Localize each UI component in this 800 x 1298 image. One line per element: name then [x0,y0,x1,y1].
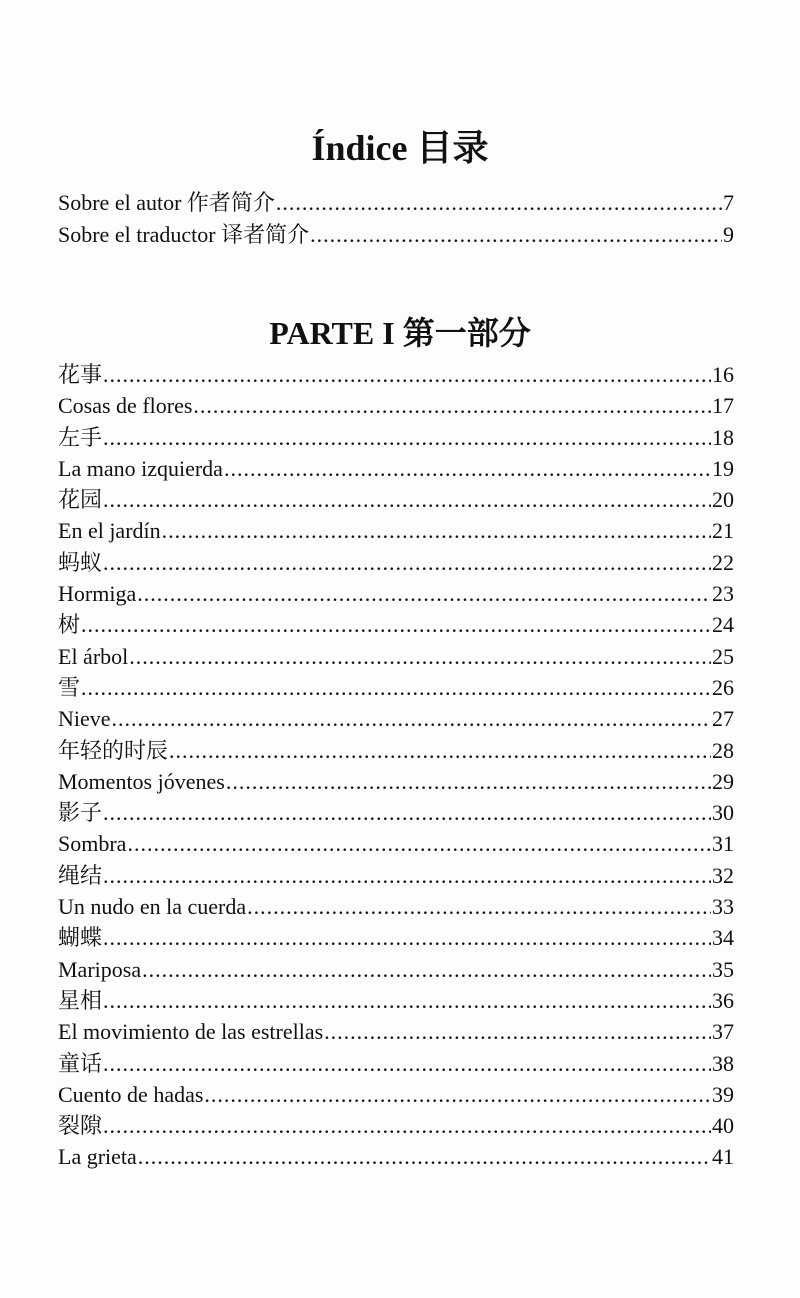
dot-leader [193,390,711,421]
toc-entry[interactable] [58,1048,734,1079]
toc-entry-title: 星相 [58,987,103,1013]
toc-entry-page: 22 [712,549,734,575]
toc-entry[interactable] [58,922,734,953]
dot-leader [103,985,711,1016]
toc-entry-title: 绳结 [58,862,103,888]
toc-entry[interactable] [58,219,734,251]
toc-entry-page: 40 [712,1113,734,1139]
toc-entry-page: 20 [712,487,734,513]
toc-entry[interactable] [58,609,734,640]
dot-leader [162,515,711,546]
dot-leader [204,1079,711,1110]
dot-leader [81,672,711,703]
dot-leader [103,797,711,828]
toc-entry-page: 36 [712,987,734,1013]
toc-entry-page: 30 [712,800,734,826]
toc-entry-title: 花事 [58,362,103,387]
toc-entry-page: 35 [712,956,734,982]
front-matter-list [58,187,734,251]
dot-leader [324,1016,711,1047]
toc-entry-page: 28 [712,737,734,763]
toc-entry[interactable] [58,1141,734,1172]
toc-entry-title: 树 [58,612,81,638]
toc-entry[interactable] [58,985,734,1016]
toc-entry-title: 花园 [58,487,103,513]
toc-entry-page: 26 [712,674,734,700]
toc-entry-page: 37 [712,1019,734,1045]
toc-entry[interactable] [58,828,734,859]
toc-entry[interactable] [58,766,734,797]
toc-entry-title: La grieta [58,1144,137,1170]
toc-entry[interactable] [58,515,734,546]
toc-entry-page: 25 [712,643,734,669]
toc-entry-title: 童话 [58,1050,103,1076]
toc-entry-title: 年轻的时辰 [58,737,169,763]
toc-entry-title: Nieve [58,706,111,732]
toc-entry-title: El árbol [58,643,129,669]
toc-entry-page: 27 [712,706,734,732]
dot-leader [276,187,722,219]
dot-leader [103,359,711,390]
toc-entry-page: 29 [712,768,734,794]
toc-entry-title: Un nudo en la cuerda [58,894,247,920]
dot-leader [142,954,711,985]
toc-entry-page: 34 [712,925,734,951]
toc-entry-page: 23 [712,581,734,607]
dot-leader [103,1110,711,1141]
toc-entry-title: La mano izquierda [58,455,223,481]
toc-entry-title: Sobre el traductor 译者简介 [58,222,310,247]
toc-entry[interactable] [58,422,734,453]
dot-leader [103,1048,711,1079]
toc-entry-page: 38 [712,1050,734,1076]
toc-entry-title: En el jardín [58,518,161,544]
toc-entry[interactable] [58,954,734,985]
toc-entry[interactable] [58,1110,734,1141]
toc-entry[interactable] [58,578,734,609]
toc-entry-page: 17 [712,393,734,419]
toc-entry-title: El movimiento de las estrellas [58,1019,324,1045]
toc-entry-title: Mariposa [58,956,142,982]
toc-entry-page: 33 [712,894,734,920]
dot-leader [81,609,711,640]
toc-entry-title: 左手 [58,424,103,450]
dot-leader [103,860,711,891]
dot-leader [112,703,711,734]
toc-entry-title: Sombra [58,831,127,857]
toc-entry[interactable] [58,453,734,484]
toc-entry-title: 蚂蚁 [58,549,103,575]
toc-entry-page: 21 [712,518,734,544]
toc-entry[interactable] [58,1016,734,1047]
toc-entry-page: 9 [723,222,734,247]
dot-leader [224,453,711,484]
toc-entry-title: Momentos jóvenes [58,768,225,794]
toc-entry-title: Sobre el autor 作者简介 [58,190,275,215]
toc-entry[interactable] [58,797,734,828]
dot-leader [129,641,711,672]
toc-entry[interactable] [58,547,734,578]
toc-entry-title: 裂隙 [58,1113,103,1139]
section-heading: PARTE I 第一部分 [269,314,531,351]
toc-entry-page: 18 [712,424,734,450]
dot-leader [127,828,711,859]
toc-entry-title: 蝴蝶 [58,925,103,951]
page-title: Índice 目录 [311,128,489,169]
toc-entry-page: 41 [712,1144,734,1170]
toc-entry-title: 雪 [58,674,81,700]
toc-entry-page: 24 [712,612,734,638]
dot-leader [103,484,711,515]
toc-entry[interactable] [58,672,734,703]
toc-entry-page: 19 [712,455,734,481]
toc-entry[interactable] [58,187,734,219]
toc-entry[interactable] [58,359,734,390]
toc-entry-title: 影子 [58,800,103,826]
dot-leader [169,735,711,766]
dot-leader [138,1141,711,1172]
toc-entry[interactable] [58,891,734,922]
toc-entry-title: Cosas de flores [58,393,193,419]
toc-entry-title: Hormiga [58,581,137,607]
toc-entry[interactable] [58,703,734,734]
toc-entry[interactable] [58,641,734,672]
dot-leader [226,766,711,797]
toc-entry-title: Cuento de hadas [58,1081,204,1107]
toc-entry-page: 16 [712,362,734,387]
toc-entry-page: 39 [712,1081,734,1107]
toc-entry-page: 7 [723,190,734,215]
dot-leader [103,422,711,453]
toc-entry[interactable] [58,484,734,515]
toc-entry-page: 31 [712,831,734,857]
dot-leader [103,922,711,953]
toc-entry[interactable] [58,860,734,891]
dot-leader [137,578,711,609]
dot-leader [247,891,711,922]
toc-entry[interactable] [58,390,734,421]
toc-entry[interactable] [58,735,734,766]
part1-entry-list [58,359,734,1173]
toc-entry[interactable] [58,1079,734,1110]
dot-leader [103,547,711,578]
toc-entry-page: 32 [712,862,734,888]
dot-leader [310,219,722,251]
